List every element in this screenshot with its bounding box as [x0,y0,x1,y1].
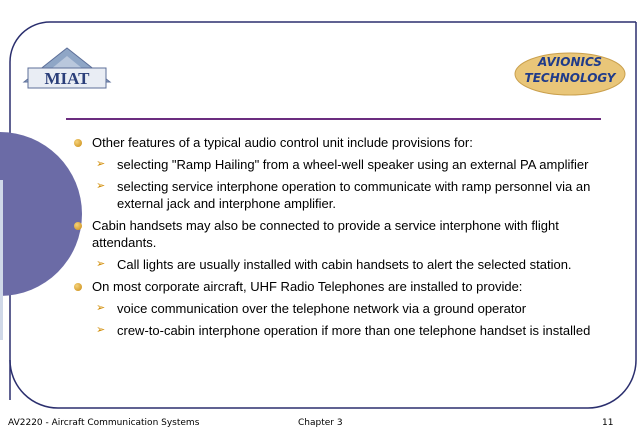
sub-bullet-text: voice communication over the telephone network via a ground operator [117,301,527,316]
arrow-icon: ➢ [96,302,106,314]
sub-bullet-text: Call lights are usually installed with cabin handsets to alert the selected station. [117,257,572,272]
badge-line-1: AVIONICS [538,55,602,69]
left-circle-decoration [0,132,82,296]
logo-text: MIAT [44,69,90,88]
arrow-icon: ➢ [96,324,106,336]
title-rule [66,118,601,120]
arrow-icon: ➢ [96,258,106,270]
sub-bullet-text: selecting service interphone operation to communicate with ramp personnel via an external jack and interphone amplifier. [117,179,591,211]
badge-text [514,54,626,86]
sub-bullet-text: crew‐to‐cabin interphone operation if more than one telephone handset is installed [117,323,591,338]
miat-logo [22,46,112,92]
arrow-icon: ➢ [96,180,106,192]
bullet-item [74,134,604,151]
left-edge-bar [0,180,3,340]
sub-bullet-item [74,178,604,212]
bullet-icon [74,283,82,291]
bullet-icon [74,139,82,147]
bullet-text: Other features of a typical audio control unit include provisions for: [92,135,473,150]
sub-bullet-item [74,300,604,317]
bullet-item [74,217,604,251]
bullet-list [74,134,604,344]
sub-bullet-item [74,256,604,273]
bullet-item [74,278,604,295]
footer-chapter: Chapter 3 [298,418,343,428]
bullet-text: Cabin handsets may also be connected to provide a service interphone with flight attendants. [92,218,559,250]
arrow-icon: ➢ [96,158,106,170]
sub-bullet-text: selecting "Ramp Hailing" from a wheel‐well speaker using an external PA amplifier [117,157,589,172]
footer-page-number: 11 [602,418,614,428]
footer-course: AV2220 - Aircraft Communication Systems [8,418,200,428]
bullet-icon [74,222,82,230]
badge-line-2: TECHNOLOGY [524,71,616,85]
bullet-text: On most corporate aircraft, UHF Radio Telephones are installed to provide: [92,279,523,294]
sub-bullet-item [74,156,604,173]
sub-bullet-item [74,322,604,339]
